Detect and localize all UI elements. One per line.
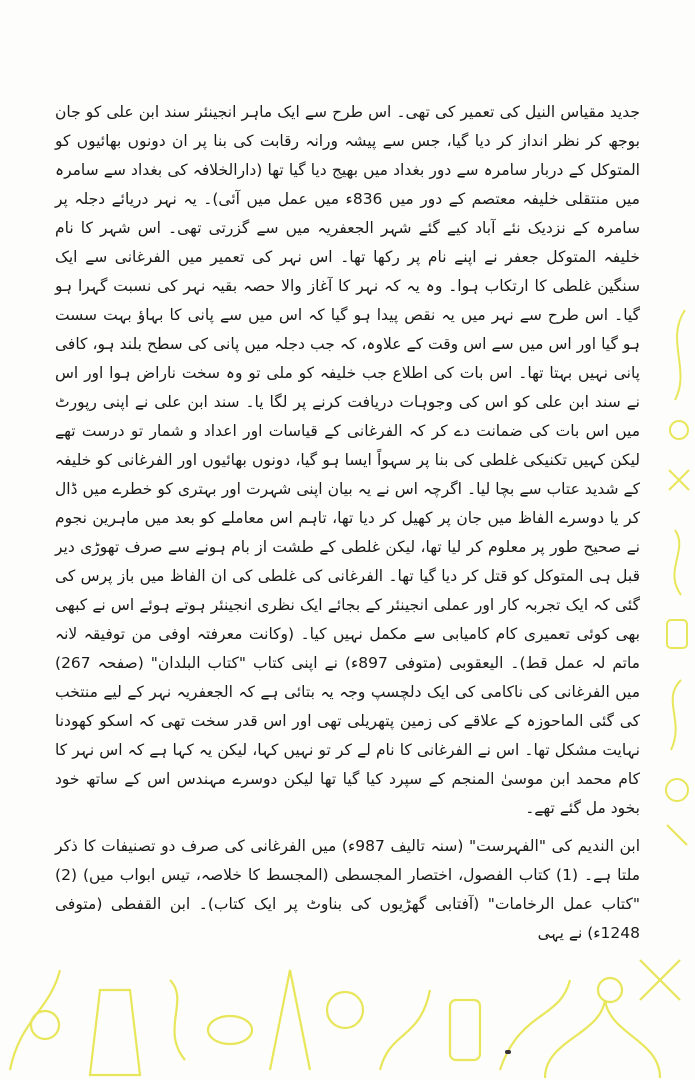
decorative-border-bottom bbox=[0, 930, 695, 1080]
body-text bbox=[55, 98, 640, 948]
decorative-border-right bbox=[655, 300, 695, 860]
paragraph-2: ابن الندیم کی "الفہرست" (سنہ تالیف 987ء) میں الفرغانی کی صرف دو تصنیفات کا ذکر ملتا ہے۔ (1) کتاب الفصول، اختصار المجسطی (المجسط کا خلاصہ، تیس ابواب میں) (2) "کتاب عمل الرخامات" (آفتابی گھڑیوں کی بناوٹ پر ایک کتاب)۔ ابن القفطی (متوفی 1248ء) نے یہی bbox=[55, 837, 641, 942]
ink-mark bbox=[505, 1050, 511, 1054]
paragraph-1: جدید مقیاس النیل کی تعمیر کی تھی۔ اس طرح سے ایک ماہر انجینئر سند ابن علی کو جان بوجھ کر نظر انداز کر دیا گیا، جس سے پیشہ ورانہ رقابت کی بنا پر ان دونوں بھائیوں کو المتوکل کے دربار سامرہ سے دور بغداد میں بھیج دیا گیا تھا (دارالخلافہ کی بغداد سے سامرہ میں منتقلی خلیفہ معتصم کے دور میں 836ء میں عمل میں آئی)۔ یہ نہر دریائے دجلہ پر سامرہ کے نزدیک نئے آباد کیے گئے شہر الجعفریہ میں سے گزرتی تھی۔ اس شہر کا نام خلیفہ المتوکل جعفر نے اپنے نام پر رکھا تھا۔ اس نہر کی تعمیر میں الفرغانی سے ایک سنگین غلطی کا ارتکاب ہوا۔ وہ یہ کہ نہر کا آغاز والا حصہ بقیہ نہر کی نسبت گہرا ہو گیا۔ اس طرح سے نہر میں یہ نقص پیدا ہو گیا کہ اس میں سے پانی کا بہاؤ بہت سست ہو گیا اور اس میں سے اس وقت کے علاوہ، کہ جب دجلہ میں پانی کی سطح بلند ہو، کافی پانی نہیں بہتا تھا۔ اس بات کی اطلاع جب خلیفہ کو ملی تو وہ سخت ناراض ہوا اور اس نے سند ابن علی کو اس کی وجوہات دریافت کرنے پر لگا یا۔ سند ابن علی نے اپنی رپورٹ میں اس بات کی ضمانت دے کر کہ الفرغانی کے قیاسات اور اعداد و شمار تو درست تھے لیکن کہیں تکنیکی غلطی کی بنا پر سہواً ایسا ہو گیا، دونوں بھائیوں اور الفرغانی کو خلیفہ کے شدید عتاب سے بچا لیا۔ اگرچہ اس نے یہ بیان اپنی شہرت اور بہتری کو خطرے میں ڈال کر یا دوسرے الفاظ میں جان پر کھیل کر دیا تھا، تاہم اس معاملے کو بعد میں ماہرین نجوم نے صحیح طور پر معلوم کر لیا تھا، لیکن غلطی کے طشت از بام ہونے سے صرف تھوڑی دیر قبل ہی المتوکل کو قتل کر دیا گیا تھا۔ الفرغانی کی غلطی کی ان الفاظ میں باز پرس کی گئی کہ ایک تجربہ کار اور عملی انجینئر کے بجائے ایک نظری انجینئر ہوتے ہوئے اس نے کبھی بھی کوئی تعمیری کام کامیابی سے مکمل نہیں کیا۔ (وکانت معرفتہ اوفی من توفیقہ لانہ ماتم لہ عمل قط)۔ الیعقوبی (متوفی 897ء) نے اپنی کتاب "کتاب البلدان" (صفحہ 267) میں الفرغانی کی ناکامی کی ایک دلچسپ وجہ یہ بتائی ہے کہ الجعفریہ نہر کے لیے منتخب کی گئی الماحوزہ کے علاقے کی زمین پتھریلی تھی اور اس قدر سخت تھی کہ اسکو کھودنا نہایت مشکل تھا۔ اس نے الفرغانی کا نام لے کر تو نہیں کہا، لیکن یہ کہا ہے کہ اس نہر کا کام محمد ابن موسیٰ المنجم کے سپرد کیا گیا تھا لیکن دوسرے مہندس اس کے ساتھ خود بخود مل گئے تھے۔ bbox=[55, 103, 640, 817]
